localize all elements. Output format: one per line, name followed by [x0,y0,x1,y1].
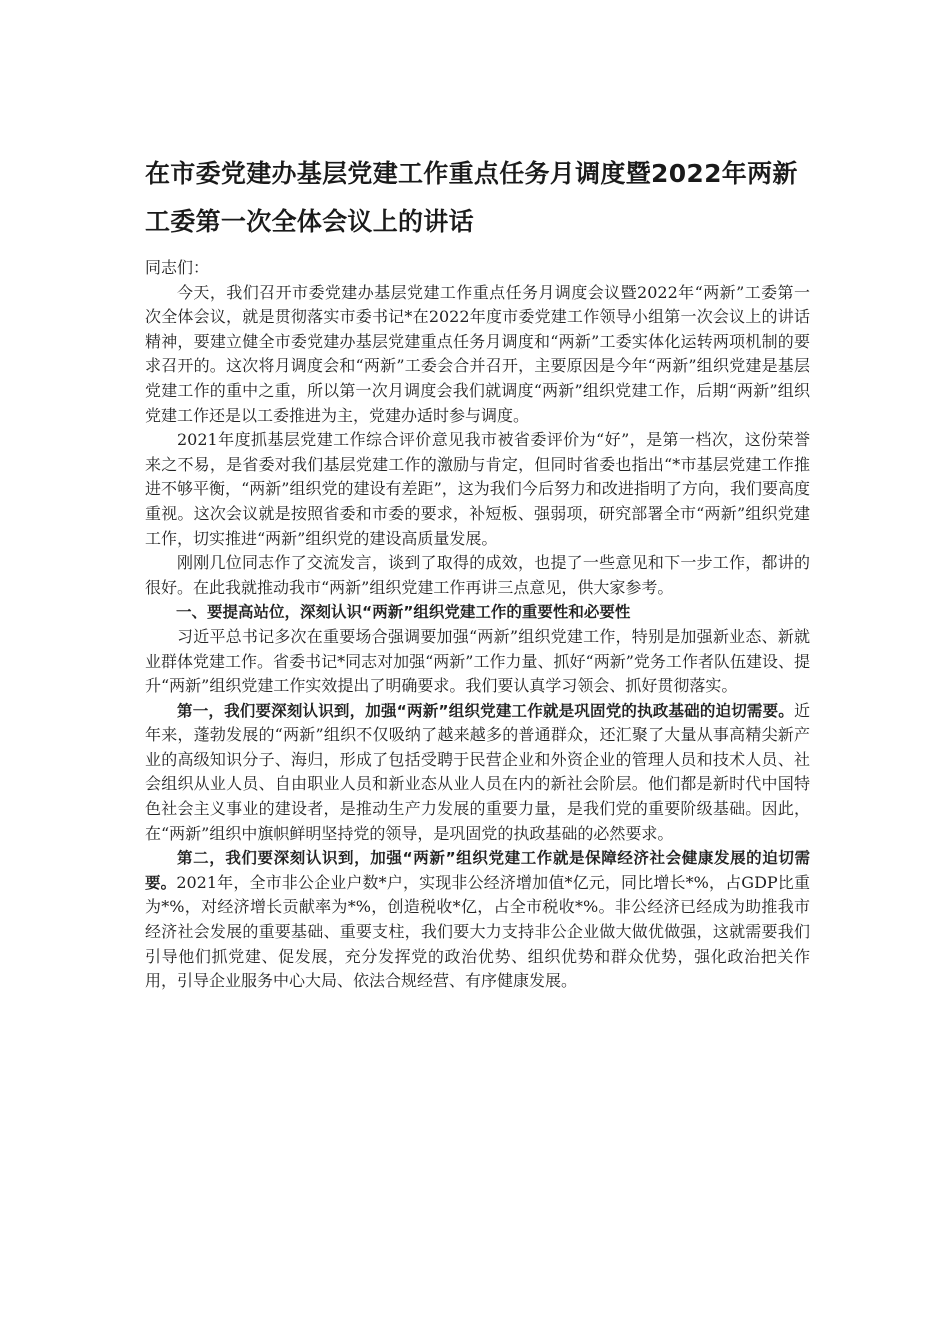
point-1-paragraph [145,699,810,847]
point-2-paragraph [145,846,810,994]
section-heading-1: 一、要提高站位，深刻认识“两新”组织党建工作的重要性和必要性 [176,603,631,622]
document-body [145,256,810,994]
document-title: 在市委党建办基层党建工作重点任务月调度暨2022年两新工委第一次全体会议上的讲话 [145,159,798,236]
point-2-text: 2021年，全市非公企业户数*户，实现非公经济增加值*亿元，同比增长*%，占GDP比重为*%，对经济增长贡献率为*%，创造税收*亿，占全市税收*%。非公经济已经成为助推我市经济社会发展的重要基础、重要支柱，我们要大力支持非公企业做大做优做强，这就需要我们引导他们抓党建、促发展，充分发挥党的政治优势、组织优势和群众优势，强化政治把关作用，引导企业服务中心大局、依法合规经营、有序健康发展。 [145,872,810,991]
paragraph-intro: 今天，我们召开市委党建办基层党建工作重点任务月调度会议暨2022年“两新”工委第一次全体会议，就是贯彻落实市委书记*在2022年度市委党建工作领导小组第一次会议上的讲话精神，要建立健全市委党建办基层党建重点任务月调度和“两新”工委实体化运转两项机制的要求召开的。这次将月调度会和“两新”工委会合并召开，主要原因是今年“两新”组织党建是基层党建工作的重中之重，所以第一次月调度会我们就调度“两新”组织党建工作，后期“两新”组织党建工作还是以工委推进为主，党建办适时参与调度。 [145,282,810,425]
paragraph-evaluation: 2021年度抓基层党建工作综合评价意见我市被省委评价为“好”，是第一档次，这份荣誉来之不易，是省委对我们基层党建工作的激励与肯定，但同时省委也指出“*市基层党建工作推进不够平衡，“两新”组织党的建设有差距”，这为我们今后努力和改进指明了方向，我们要高度重视。这次会议就是按照省委和市委的要求，补短板、强弱项，研究部署全市“两新”组织党建工作，切实推进“两新”组织党的建设高质量发展。 [145,430,810,548]
point-1-text: 近年来，蓬勃发展的“两新”组织不仅吸纳了越来越多的普通群众，还汇聚了大量从事高精尖新产业的高级知识分子、海归，形成了包括受聘于民营企业和外资企业的管理人员和技术人员、社会组织从业人员、自由职业人员和新业态从业人员在内的新社会阶层。他们都是新时代中国特色社会主义事业的建设者，是推动生产力发展的重要力量，是我们党的重要阶级基础。因此，在“两新”组织中旗帜鲜明坚持党的领导，是巩固党的执政基础的必然要求。 [145,700,810,843]
salutation: 同志们： [145,258,210,277]
section-1-intro: 习近平总书记多次在重要场合强调要加强“两新”组织党建工作，特别是加强新业态、新就业群体党建工作。省委书记*同志对加强“两新”工作力量、抓好“两新”党务工作者队伍建设、提升“两新”组织党建工作实效提出了明确要求。我们要认真学习领会、抓好贯彻落实。 [145,626,810,696]
document-page [145,150,810,994]
point-2-lead: 第二，我们要深刻认识到，加强“两新”组织党建工作就是保障经济社会健康发展的迫切需要。 [145,849,810,892]
paragraph-transition: 刚刚几位同志作了交流发言，谈到了取得的成效，也提了一些意见和下一步工作，都讲的很好。在此我就推动我市“两新”组织党建工作再讲三点意见，供大家参考。 [145,553,810,597]
point-1-lead: 第一，我们要深刻认识到，加强“两新”组织党建工作就是巩固党的执政基础的迫切需要。 [177,701,794,720]
